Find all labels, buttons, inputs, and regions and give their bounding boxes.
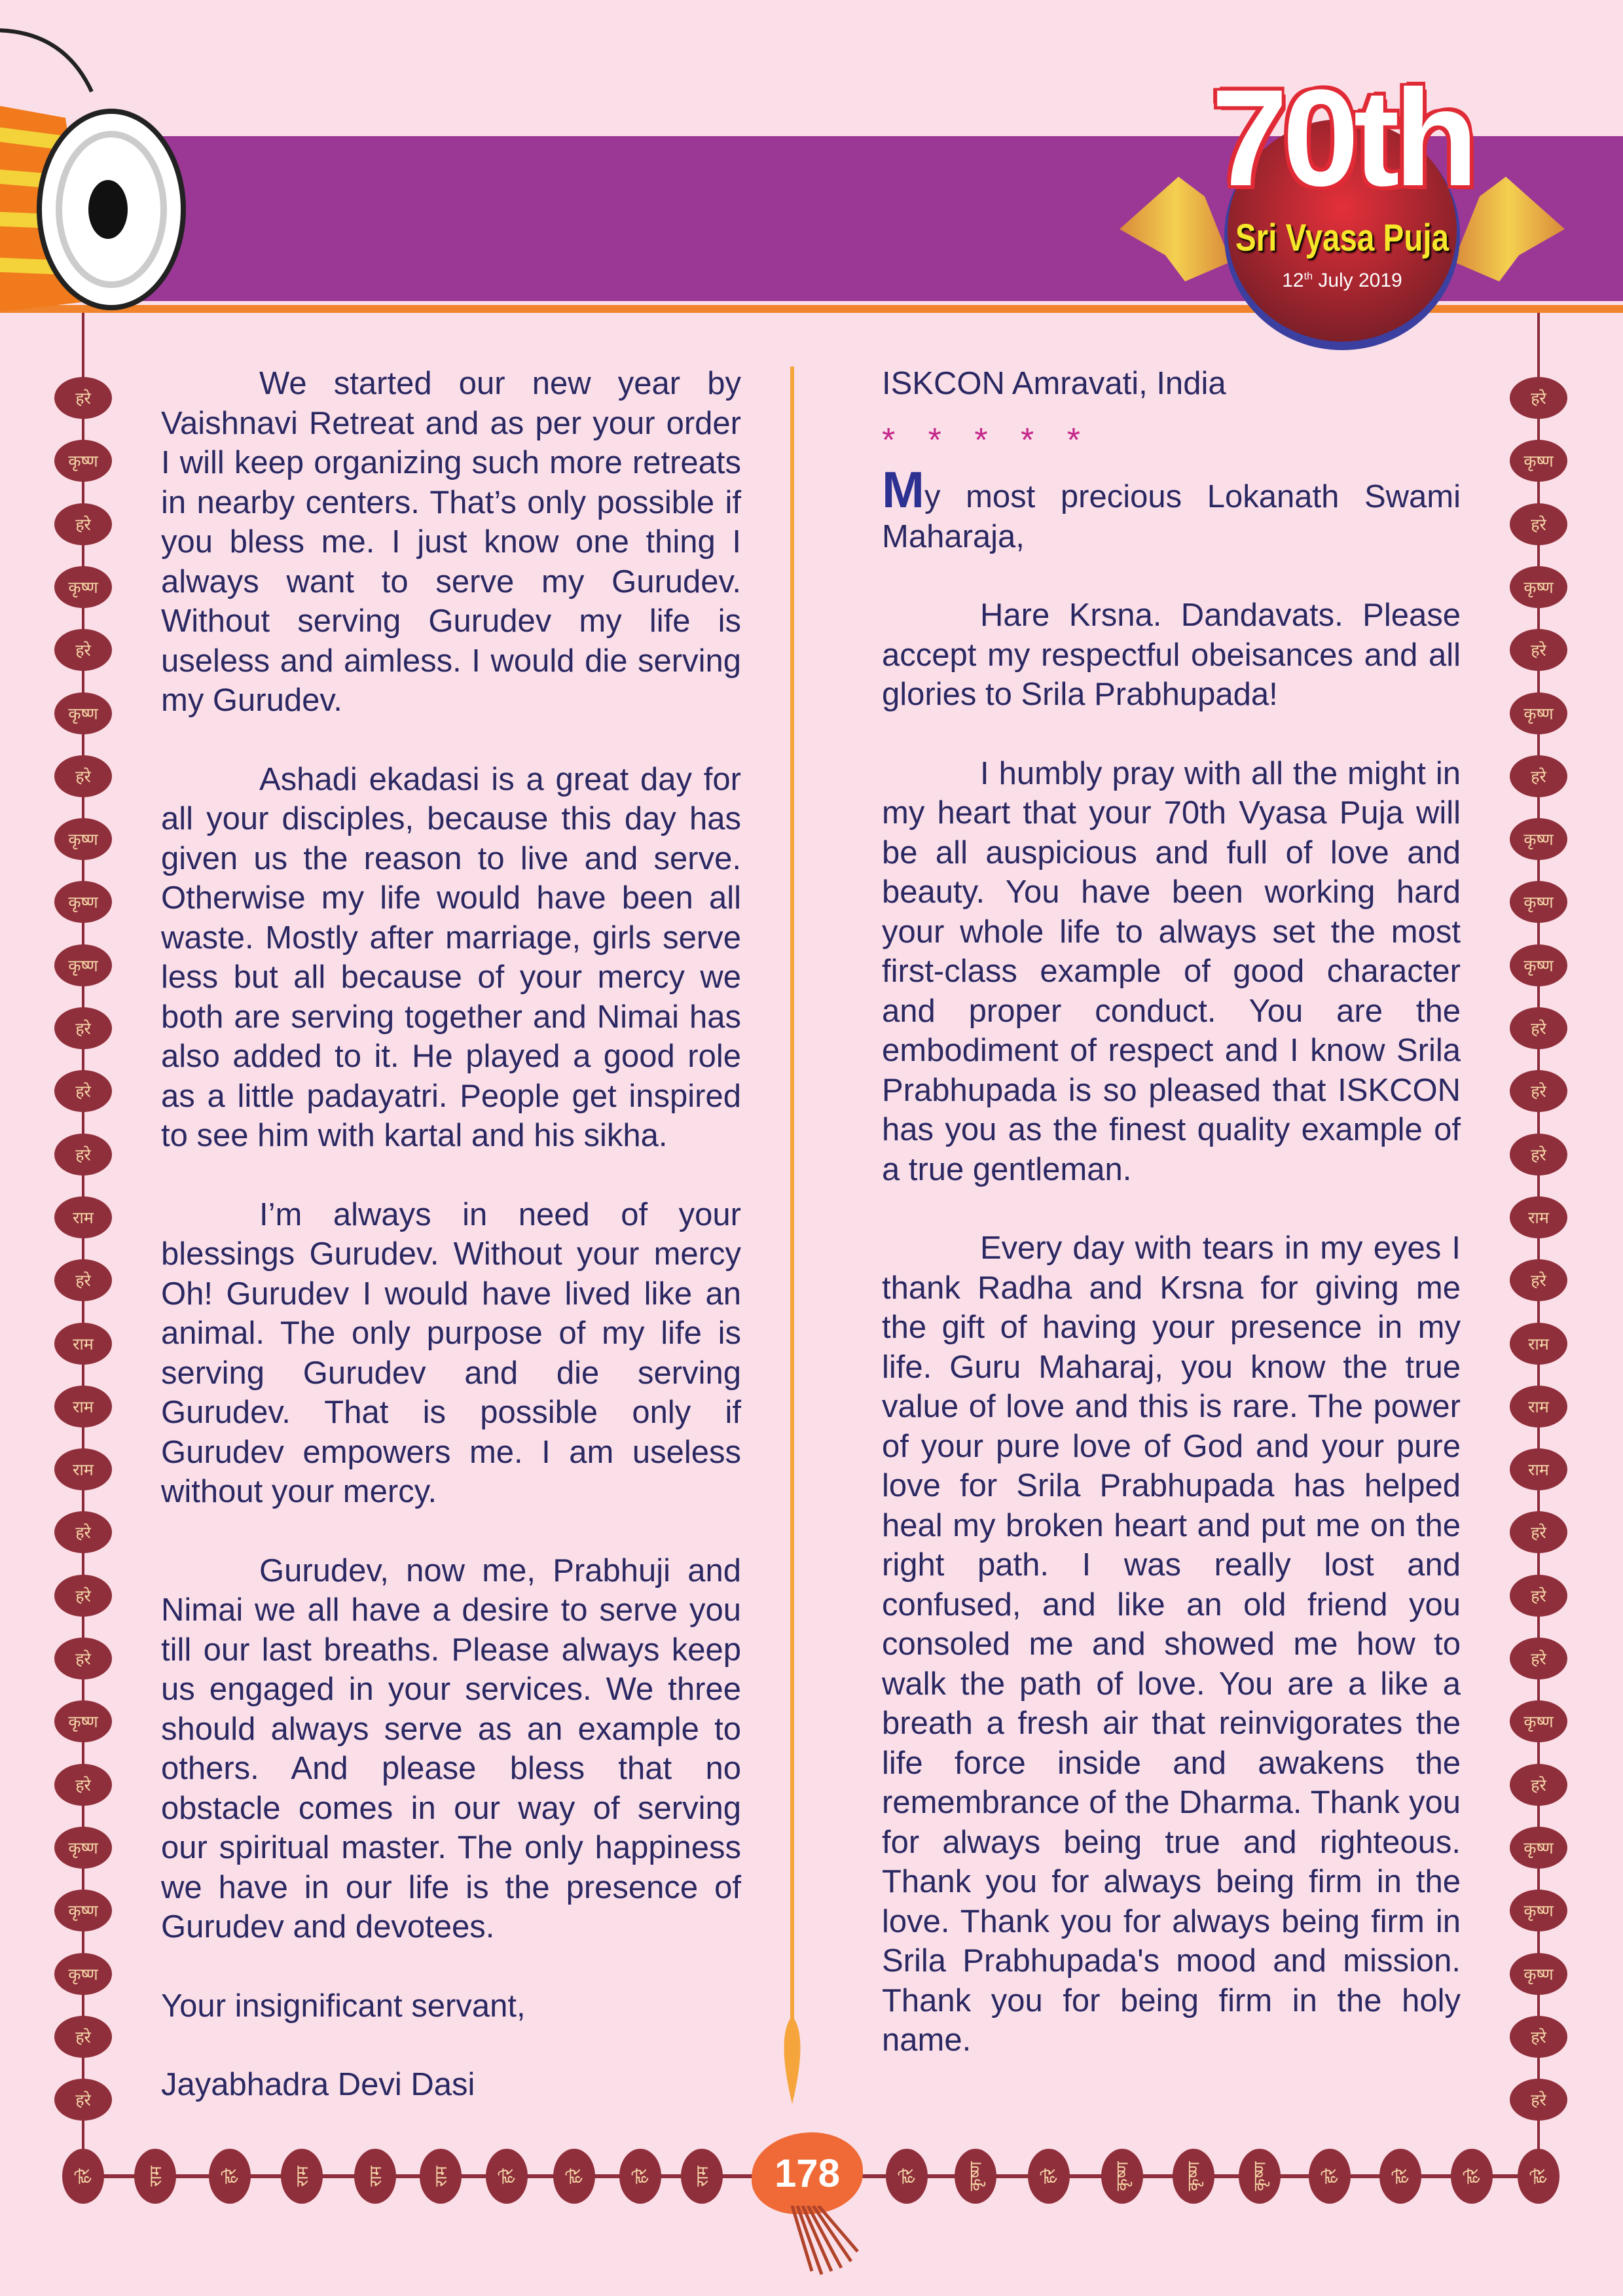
bead-left [54, 1638, 112, 1679]
badge-date [1106, 270, 1578, 292]
separator: * * * * * [882, 421, 1092, 459]
paragraph: Hare Krsna. Dandavats. Please accept my respectful obeisances and all glories to Srila Prabhupada! [882, 598, 1461, 712]
bead-label: हरे [1463, 2168, 1482, 2184]
bead-label: हरे [75, 641, 91, 660]
bead-bottom [619, 2149, 661, 2204]
bead-bottom [1379, 2149, 1421, 2204]
bead-right [1510, 377, 1567, 419]
bead-label: हरे [1531, 1587, 1546, 1605]
salutation [882, 461, 1461, 556]
bead-label: हरे [1391, 2168, 1410, 2184]
bead-left [54, 1448, 112, 1490]
salutation-text: y most precious Lokanath Swami Maharaja, [882, 479, 1461, 554]
bead-label: राम [73, 1461, 94, 1480]
bead-label: राम [73, 1335, 94, 1354]
bead-label: कृष्ण [1523, 704, 1554, 723]
bead-label: हरे [75, 1083, 91, 1102]
bead-label: हरे [75, 515, 91, 534]
bead-label: हरे [898, 2168, 917, 2184]
bead-label: कृष्ण [1523, 893, 1554, 912]
bead-right [1510, 1070, 1567, 1112]
drop-cap: M [882, 461, 924, 518]
bead-left [54, 755, 112, 797]
bead-label: राम [147, 2166, 165, 2187]
bead-bottom [420, 2149, 462, 2204]
bead-left [54, 1827, 112, 1869]
bead-left [54, 818, 112, 860]
bead-bottom [1028, 2149, 1070, 2204]
bead-left [54, 377, 112, 419]
bead-right [1510, 503, 1567, 545]
bead-label: राम [432, 2166, 450, 2187]
bead-left [54, 440, 112, 482]
bead-label: हरे [1040, 2168, 1059, 2184]
bead-label: हरे [1531, 1020, 1546, 1038]
bead-label: कृष्ण [1523, 1902, 1554, 1921]
bead-label: कृष्ण [68, 704, 98, 723]
bead-label: हरे [1531, 1145, 1546, 1164]
bead-label: कृष्ण [68, 831, 98, 850]
bead-bottom [1518, 2149, 1559, 2204]
bead-left [54, 944, 112, 986]
bead-label: कृष्ण [1523, 1713, 1554, 1732]
bead-right [1510, 2016, 1567, 2058]
bead-label: हरे [1531, 1524, 1546, 1543]
bead-left [54, 1259, 112, 1301]
bead-left [54, 881, 112, 923]
bead-label: कृष्ण [1523, 831, 1554, 850]
bead-label: हरे [1531, 515, 1546, 534]
bead-label: हरे [75, 1020, 91, 1038]
bead-right [1510, 818, 1567, 860]
bead-label: हरे [1531, 1776, 1546, 1795]
date-day: 12 [1282, 270, 1304, 291]
bead-label: हरे [75, 1587, 91, 1605]
bead-left [54, 1700, 112, 1742]
bead-label: हरे [1531, 2028, 1546, 2047]
tassel-icon [786, 2206, 877, 2278]
bead-label: हरे [75, 1776, 91, 1795]
bead-bottom [486, 2149, 528, 2204]
bead-bottom [955, 2149, 996, 2204]
bead-left [54, 629, 112, 671]
bead-right [1510, 1511, 1567, 1553]
bead-right [1510, 1575, 1567, 1617]
bead-right [1510, 1890, 1567, 1931]
bead-right [1510, 755, 1567, 797]
bead-label: कृष्ण [68, 578, 98, 597]
column-divider [790, 367, 794, 2022]
bead-left [54, 2016, 112, 2058]
bead-left [54, 1890, 112, 1931]
bead-label: कृष्ण [1523, 956, 1554, 975]
bead-label: राम [73, 1208, 94, 1227]
bead-left [54, 503, 112, 545]
bead-left [54, 1764, 112, 1806]
bead-label: राम [1528, 1208, 1549, 1227]
bead-label: हरे [1531, 2091, 1546, 2110]
bead-right [1510, 1448, 1567, 1490]
bead-left [54, 566, 112, 608]
bead-label: कृष्ण [1523, 1965, 1554, 1984]
paragraph: We started our new year by Vaishnavi Retreat and as per your order I will keep organizing such more retreats in nearby centers. That’s only possible if you bless me. I just know one thing I always want to serve my Gurudev. Without serving Gurudev my life is useless and aimless. I would die serving my Gurudev. [161, 366, 741, 718]
bead-label: राम [293, 2166, 312, 2187]
bead-label: कृष्ण [1250, 2161, 1269, 2191]
bead-right [1510, 440, 1567, 482]
bead-label: कृष्ण [68, 956, 98, 975]
bead-label: हरे [74, 2168, 93, 2184]
paragraph: I humbly pray with all the might in my heart that your 70th Vyasa Puja will be all auspicious and full of love and beauty. You have been working hard your whole life to always set the most first-class example of good character and proper conduct. You are the embodiment of respect and I know Srila Prabhupada is so pleased that ISKCON has you as the finest quality example of a true gentleman. [882, 755, 1461, 1187]
bead-bottom [1309, 2149, 1351, 2204]
bead-label: राम [693, 2166, 712, 2187]
bead-left [54, 1953, 112, 1995]
bead-bottom [62, 2149, 104, 2204]
paragraph: Gurudev, now me, Prabhuji and Nimai we all have a desire to serve you till our last breaths. Please always keep us engaged in your services. We three should always serve as an example to others. And please bless that no obstacle comes in our way of serving our spiritual master. The only happiness we have in our life is the presence of Gurudev and devotees. [161, 1552, 741, 1945]
bead-label: हरे [1531, 389, 1546, 408]
bead-left [54, 1134, 112, 1175]
bead-label: कृष्ण [68, 893, 98, 912]
bead-label: राम [367, 2166, 385, 2187]
bead-label: हरे [75, 767, 91, 786]
bead-right [1510, 1386, 1567, 1427]
signature: Jayabhadra Devi Dasi [161, 2067, 475, 2102]
bead-label: कृष्ण [1523, 1839, 1554, 1857]
closing: Your insignificant servant, [161, 1988, 526, 2024]
bead-bottom [886, 2149, 928, 2204]
bead-right [1510, 2079, 1567, 2121]
bead-left [54, 1511, 112, 1553]
bead-label: हरे [631, 2168, 650, 2184]
bead-label: हरे [498, 2168, 517, 2184]
pendant-icon [773, 2016, 812, 2108]
paragraph: Ashadi ekadasi is a great day for all your disciples, because this day has given us the reason to live and serve. Otherwise my life would have been all waste. Mostly after marriage, girls serve less but all because of your mercy we both are serving together and Nimai has also added to it. He played a good role as a little padayatri. People get inspired to see him with kartal and his sikha. [161, 761, 741, 1153]
bead-label: हरे [75, 1650, 91, 1668]
bead-label: हरे [75, 2091, 91, 2110]
bead-right [1510, 1196, 1567, 1238]
left-column [161, 364, 741, 2144]
bead-label: कृष्ण [68, 1902, 98, 1921]
bead-right [1510, 1764, 1567, 1806]
bead-label: हरे [565, 2168, 584, 2184]
bead-right [1510, 1953, 1567, 1995]
anniversary-badge [1106, 61, 1578, 353]
bead-left [54, 1575, 112, 1617]
bead-right [1510, 1134, 1567, 1175]
bead-right [1510, 1700, 1567, 1742]
bead-label: कृष्ण [68, 1839, 98, 1857]
bead-label: हरे [1531, 1272, 1546, 1291]
bead-label: हरे [75, 1524, 91, 1543]
mridanga-drum-icon [0, 13, 210, 314]
bead-label: कृष्ण [1523, 452, 1554, 471]
page-number: 178 [752, 2132, 863, 2214]
bead-label: राम [73, 1397, 94, 1416]
bead-right [1510, 1638, 1567, 1679]
bead-right [1510, 1007, 1567, 1049]
bead-label: कृष्ण [966, 2161, 985, 2191]
bead-right [1510, 629, 1567, 671]
bead-right [1510, 692, 1567, 734]
bead-label: हरे [75, 2028, 91, 2047]
bead-label: राम [1528, 1461, 1549, 1480]
bead-label: हरे [1531, 641, 1546, 660]
bead-bottom [1101, 2149, 1143, 2204]
paragraph: I’m always in need of your blessings Gurudev. Without your mercy Oh! Gurudev I would have lived like an animal. The only purpose of my life is serving Gurudev and die serving Gurudev. That is possible only if Gurudev empowers me. I am useless without your mercy. [161, 1196, 741, 1509]
bead-label: हरे [1529, 2168, 1548, 2184]
bead-bottom [354, 2149, 396, 2204]
bead-right [1510, 944, 1567, 986]
bead-left [54, 1386, 112, 1427]
bead-label: हरे [75, 389, 91, 408]
date-suffix: th [1304, 271, 1313, 282]
bead-bottom [1451, 2149, 1493, 2204]
bead-label: राम [1528, 1397, 1549, 1416]
bead-left [54, 1070, 112, 1112]
badge-number: 70th [1211, 61, 1473, 215]
bead-label: हरे [75, 1272, 91, 1291]
bead-left [54, 1323, 112, 1365]
bead-left [54, 692, 112, 734]
bead-bottom [281, 2149, 323, 2204]
bead-label: कृष्ण [1113, 2161, 1132, 2191]
bead-label: राम [1528, 1335, 1549, 1354]
bead-bottom [134, 2149, 176, 2204]
bead-right [1510, 881, 1567, 923]
bead-label: कृष्ण [68, 452, 98, 471]
bead-bottom [681, 2149, 723, 2204]
bead-bottom [1173, 2149, 1214, 2204]
location: ISKCON Amravati, India [882, 366, 1226, 401]
bead-label: कृष्ण [68, 1713, 98, 1732]
bead-label: हरे [1531, 1083, 1546, 1102]
bead-left [54, 2079, 112, 2121]
bead-label: हरे [75, 1145, 91, 1164]
bead-right [1510, 1323, 1567, 1365]
bead-label: हरे [1531, 767, 1546, 786]
bead-bottom [553, 2149, 595, 2204]
bead-label: कृष्ण [68, 1965, 98, 1984]
bead-right [1510, 566, 1567, 608]
bead-label: हरे [1531, 1650, 1546, 1668]
bead-label: हरे [221, 2168, 240, 2184]
bead-label: कृष्ण [1523, 578, 1554, 597]
bead-label: हरे [1321, 2168, 1340, 2184]
bead-left [54, 1007, 112, 1049]
bead-right [1510, 1827, 1567, 1869]
bead-bottom [1239, 2149, 1281, 2204]
bead-right [1510, 1259, 1567, 1301]
paragraph: Every day with tears in my eyes I thank Radha and Krsna for giving me the gift of having your presence in my life. Guru Maharaj, you know the true value of love and this is rare. The power of your pure love of God and your pure love for Srila Prabhupada has helped heal my broken heart and put me on the right path. I was really lost and confused, and like an old friend you consoled me and showed me how to walk the path of love. You are a like a breath a fresh air that reinvigorates the life force inside and awakens the remembrance of the Dharma. Thank you for always being true and righteous. Thank you for always being firm in the love. Thank you for always being firm in Srila Prabhupada's mood and mission. Thank you for being firm in the holy name. [882, 1230, 1461, 2058]
bead-bottom [209, 2149, 251, 2204]
date-rest: July 2019 [1318, 270, 1402, 291]
right-column [882, 364, 1461, 2100]
bead-label: कृष्ण [1184, 2161, 1203, 2191]
badge-title: Sri Vyasa Puja [1235, 217, 1450, 259]
bead-left [54, 1196, 112, 1238]
